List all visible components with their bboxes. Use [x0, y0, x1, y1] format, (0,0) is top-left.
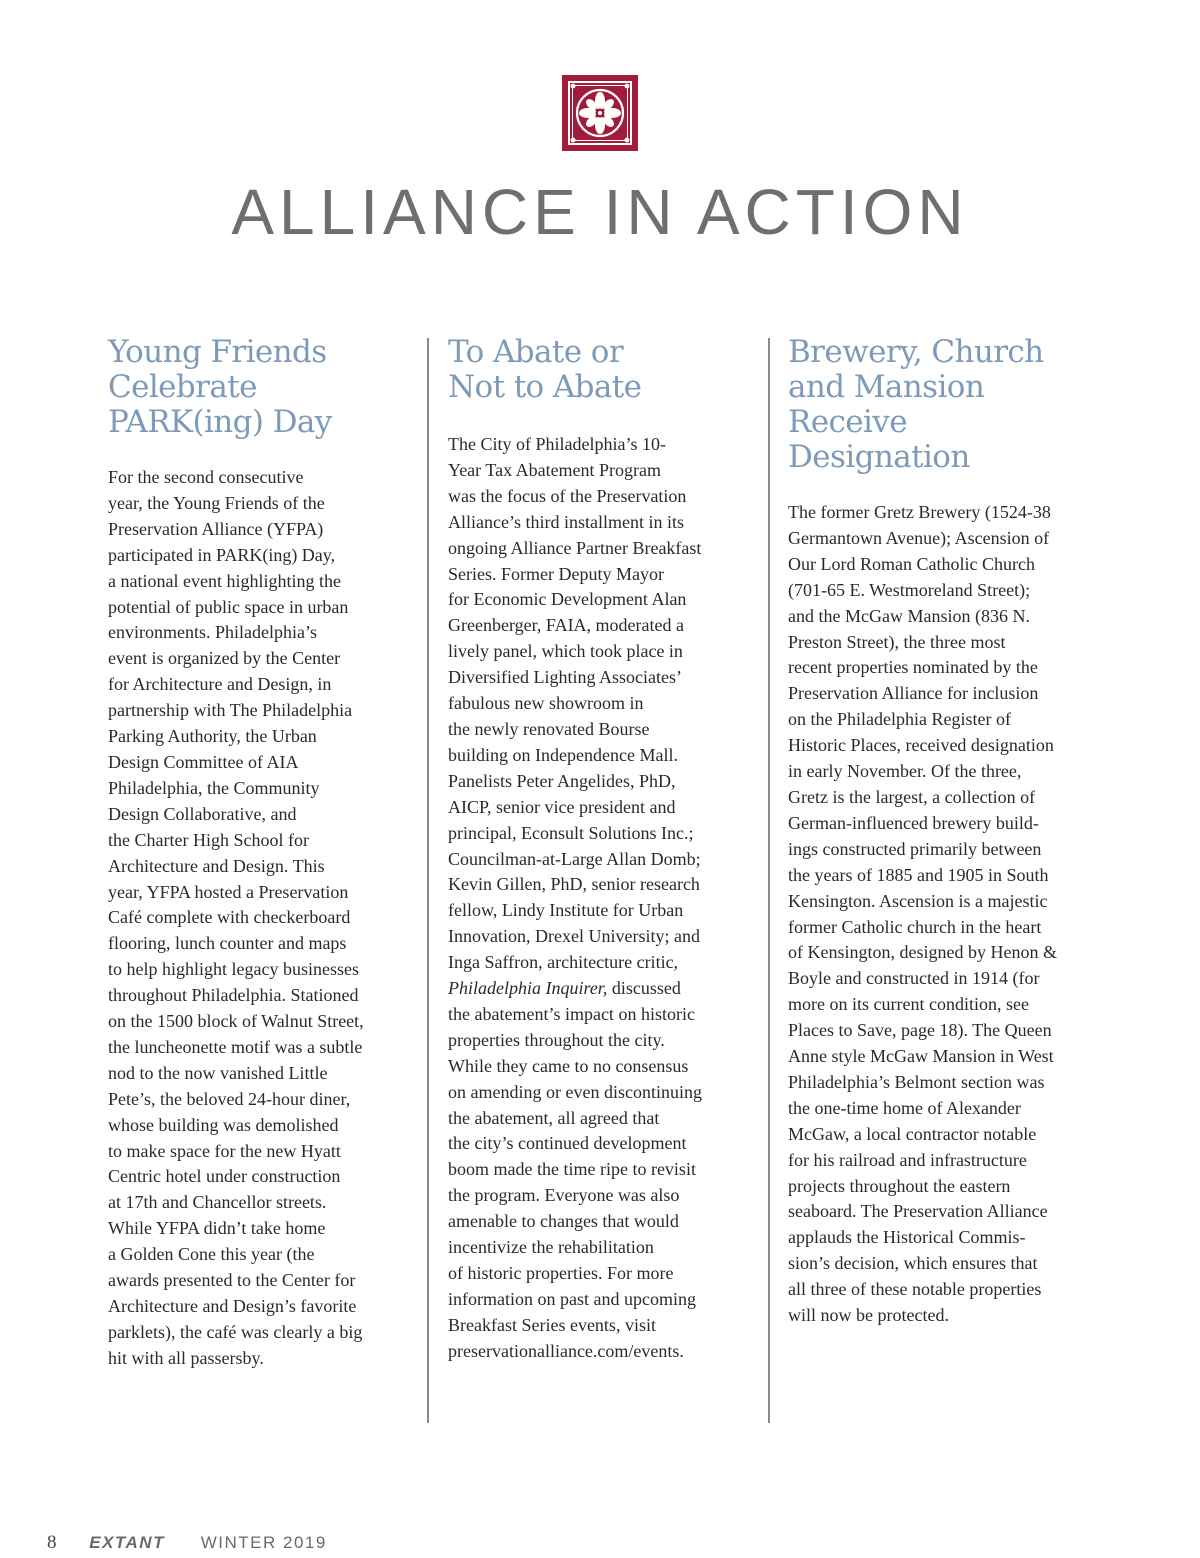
ornamental-tile-icon — [562, 75, 638, 151]
article-title: Young Friends Celebrate PARK(ing) Day — [108, 334, 332, 440]
article-body — [448, 432, 753, 1365]
article-young-friends — [108, 335, 413, 1372]
article-abate — [448, 335, 753, 1365]
page-number: 8 — [47, 1532, 58, 1553]
page-footer — [47, 1532, 327, 1554]
column-divider — [768, 338, 770, 1423]
article-body-text: discussed the abatement’s impact on historic properties throughout the city. While they came to no consensus on amending or even discontinuing the abatement, all agreed that the city’s continued development boom made the time ripe to revisit the program. Everyone was also amenable to changes that would incentivize the rehabilitation of historic properties. For more information on past and upcoming Breakfast Series events, visit preservationalliance.com/events. — [448, 978, 702, 1361]
column-divider — [427, 338, 429, 1423]
article-title: Brewery, Church and Mansion Receive Designation — [788, 334, 1044, 475]
issue-date: WINTER 2019 — [200, 1533, 327, 1552]
article-title: To Abate or Not to Abate — [448, 334, 642, 405]
publication-name: Philadelphia Inquirer, — [448, 978, 608, 999]
article-body: For the second consecutive year, the Young Friends of the Preservation Alliance (YFPA) participated in PARK(ing) Day, a national event highlighting the potential of public space in urban environments. Philadelphia’s event is organized by the Center for Architecture and Design, in partnership with The Philadelphia Parking Authority, the Urban Design Committee of AIA Philadelphia, the Community Design Collaborative, and the Charter High School for Architecture and Design. This year, YFPA hosted a Preservation Café complete with checkerboard flooring, lunch counter and maps to help highlight legacy businesses throughout Philadelphia. Stationed on the 1500 block of Walnut Street, the luncheonette motif was a subtle nod to the now vanished Little Pete’s, the beloved 24-hour diner, whose building was demolished to make space for the new Hyatt Centric hotel under construction at 17th and Chancellor streets. While YFPA didn’t take home a Golden Cone this year (the awards presented to the Center for Architecture and Design’s favorite parklets), the café was clearly a big hit with all passersby. — [108, 467, 364, 1368]
page-title: ALLIANCE IN ACTION — [231, 176, 969, 248]
article-designation — [788, 335, 1093, 1329]
article-body-text: The City of Philadelphia’s 10- Year Tax Abatement Program was the focus of the Preservation Alliance’s third installment in its ongoing Alliance Partner Breakfast Series. Former Deputy Mayor for Economic Development Alan Greenberger, FAIA, moderated a lively panel, which took place in Diversified Lighting Associates’ fabulous new showroom in the newly renovated Bourse building on Independence Mall. Panelists Peter Angelides, PhD, AICP, senior vice president and principal, Econsult Solutions Inc.; Councilman-at-Large Allan Domb; Kevin Gillen, PhD, senior research fellow, Lindy Institute for Urban Innovation, Drexel University; and Inga Saffron, architecture critic, — [448, 434, 702, 973]
article-body: The former Gretz Brewery (1524-38 Germantown Avenue); Ascension of Our Lord Roman Catholic Church (701-65 E. Westmoreland Street); and the McGaw Mansion (836 N. Preston Street), the three most recent properties nominated by the Preservation Alliance for inclusion on the Philadelphia Register of Historic Places, received designation in early November. Of the three, Gretz is the largest, a collection of German-influenced brewery build- ings constructed primarily between the years of 1885 and 1905 in South Kensington. Ascension is a majestic former Catholic church in the heart of Kensington, designed by Henon & Boyle and constructed in 1914 (for more on its current condition, see Places to Save, page 18). The Queen Anne style McGaw Mansion in West Philadelphia’s Belmont section was the one-time home of Alexander McGaw, a local contractor notable for his railroad and infrastructure projects throughout the eastern seaboard. The Preservation Alliance applauds the Historical Commis- sion’s decision, which ensures that all three of these notable properties will now be protected. — [788, 502, 1057, 1326]
publication-name: EXTANT — [89, 1533, 165, 1552]
